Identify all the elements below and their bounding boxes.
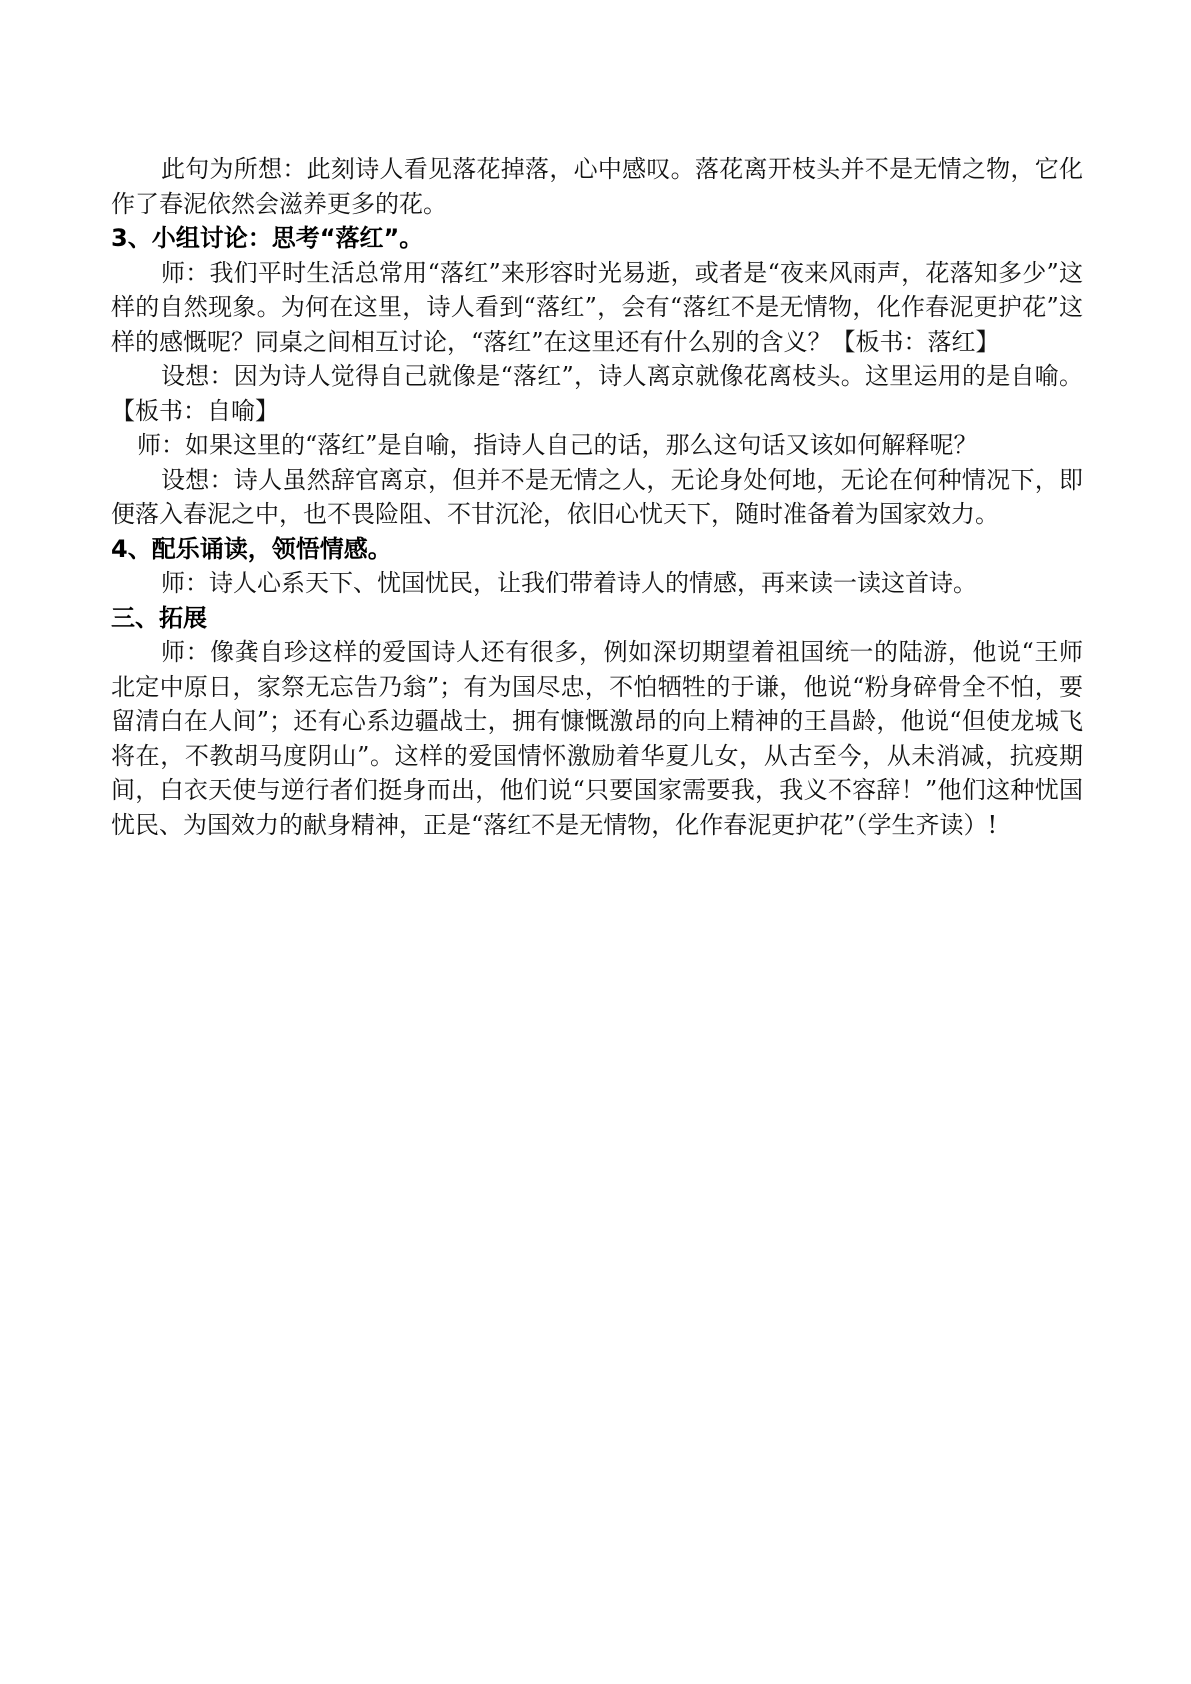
paragraph-expected-answer-1: 设想：因为诗人觉得自己就像是“落红”，诗人离京就像花离枝头。这里运用的是自喻。【板书：自喻】 <box>111 362 1083 425</box>
paragraph-teacher-question: 师：我们平时生活总常用“落红”来形容时光易逝，或者是“夜来风雨声，花落知多少”这样的自然现象。为何在这里，诗人看到“落红”，会有“落红不是无情物，化作春泥更护花”这样的感慨呢？同桌之间相互讨论，“落红”在这里还有什么别的含义？【板书：落红】 <box>111 258 1083 356</box>
section-heading-extension: 三、拓展 <box>111 603 207 632</box>
document-page <box>111 152 1083 842</box>
paragraph-extension: 师：像龚自珍这样的爱国诗人还有很多，例如深切期望着祖国统一的陆游，他说“王师北定中原日，家祭无忘告乃翁”；有为国尽忠，不怕牺牲的于谦，他说“粉身碎骨全不怕，要留清白在人间”；还有心系边疆战士，拥有慷慨激昂的向上精神的王昌龄，他说“但使龙城飞将在，不教胡马度阴山”。这样的爱国情怀激励着华夏儿女，从古至今，从未消减，抗疫期间，白衣天使与逆行者们挺身而出，他们说“只要国家需要我，我义不容辞！”他们这种忧国忧民、为国效力的献身精神，正是“落红不是无情物，化作春泥更护花”（学生齐读）! <box>111 638 1083 839</box>
paragraph-explanation: 此句为所想：此刻诗人看见落花掉落，心中感叹。落花离开枝头并不是无情之物，它化作了春泥依然会滋养更多的花。 <box>111 155 1083 218</box>
paragraph-expected-answer-2: 设想：诗人虽然辞官离京，但并不是无情之人，无论身处何地，无论在何种情况下，即便落入春泥之中，也不畏险阻、不甘沉沦，依旧心忧天下，随时准备着为国家效力。 <box>111 465 1083 528</box>
section-heading-group-discussion: 3、小组讨论：思考“落红”。 <box>111 224 424 252</box>
paragraph-teacher-followup: 师：如果这里的“落红”是自喻，指诗人自己的话，那么这句话又该如何解释呢？ <box>137 431 978 459</box>
paragraph-teacher-recite: 师：诗人心系天下、忧国忧民，让我们带着诗人的情感，再来读一读这首诗。 <box>161 569 977 597</box>
section-heading-recitation: 4、配乐诵读，领悟情感。 <box>111 534 392 563</box>
